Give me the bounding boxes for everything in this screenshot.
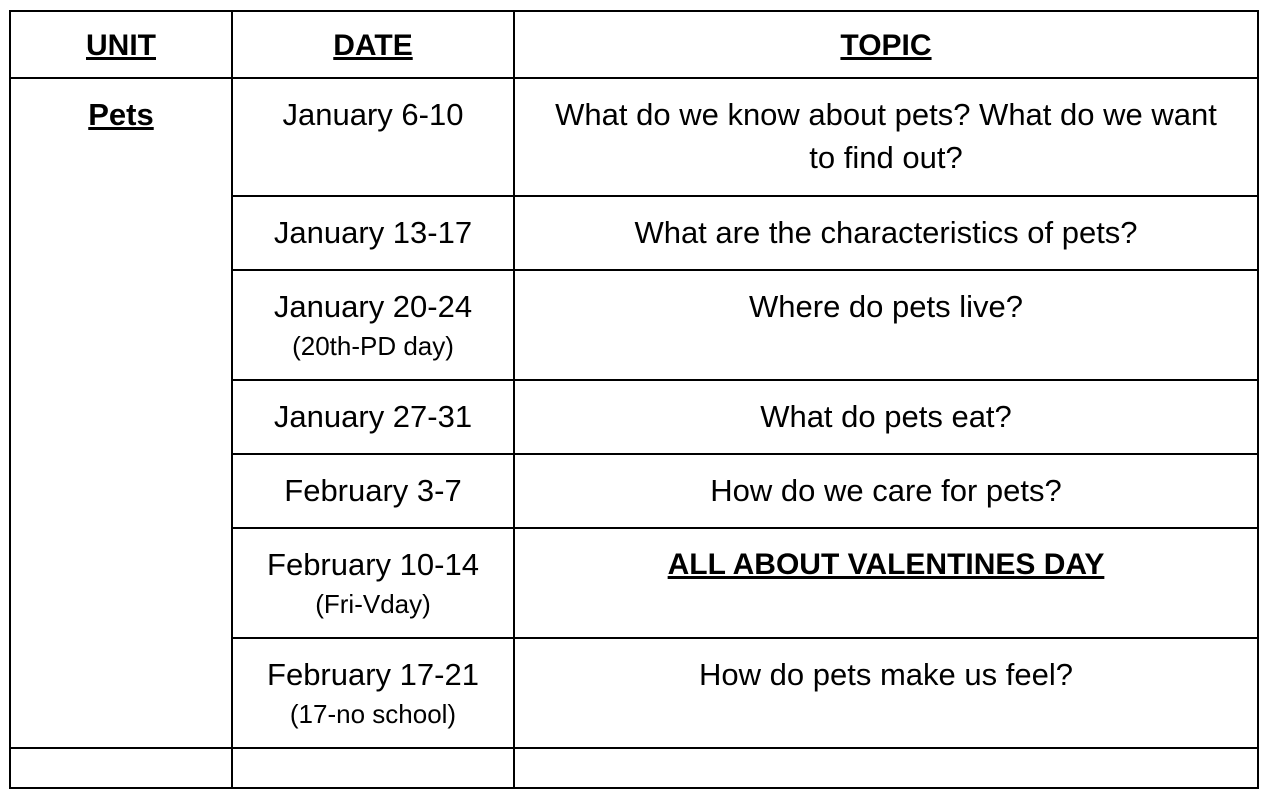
date-note: (17-no school) [289,699,457,729]
topic-cell: What do pets eat? [514,380,1258,454]
topic-cell-empty [514,748,1258,788]
unit-cell: Pets [10,78,232,748]
header-date: DATE [232,11,514,78]
topic-cell: Where do pets live? [514,270,1258,380]
date-text: February 17-21 [267,657,479,692]
date-note: (Fri-Vday) [315,589,431,619]
date-cell-empty [232,748,514,788]
date-text: February 10-14 [267,547,479,582]
date-cell: January 13-17 [232,196,514,270]
header-topic: TOPIC [514,11,1258,78]
unit-schedule-table [9,10,1259,789]
date-cell: January 6-10 [232,78,514,196]
table-row-partial [10,748,1258,788]
topic-cell: How do we care for pets? [514,454,1258,528]
topic-cell: What do we know about pets? What do we want to find out? [514,78,1258,196]
date-cell [232,638,514,748]
unit-cell-empty [10,748,232,788]
header-unit: UNIT [10,11,232,78]
topic-cell: ALL ABOUT VALENTINES DAY [514,528,1258,638]
date-cell [232,528,514,638]
topic-cell: How do pets make us feel? [514,638,1258,748]
date-note: (20th-PD day) [292,331,454,361]
date-cell: January 27-31 [232,380,514,454]
date-cell [232,270,514,380]
date-cell: February 3-7 [232,454,514,528]
date-text: January 20-24 [273,289,473,324]
topic-cell: What are the characteristics of pets? [514,196,1258,270]
header-row [10,11,1258,78]
table-row [10,78,1258,196]
